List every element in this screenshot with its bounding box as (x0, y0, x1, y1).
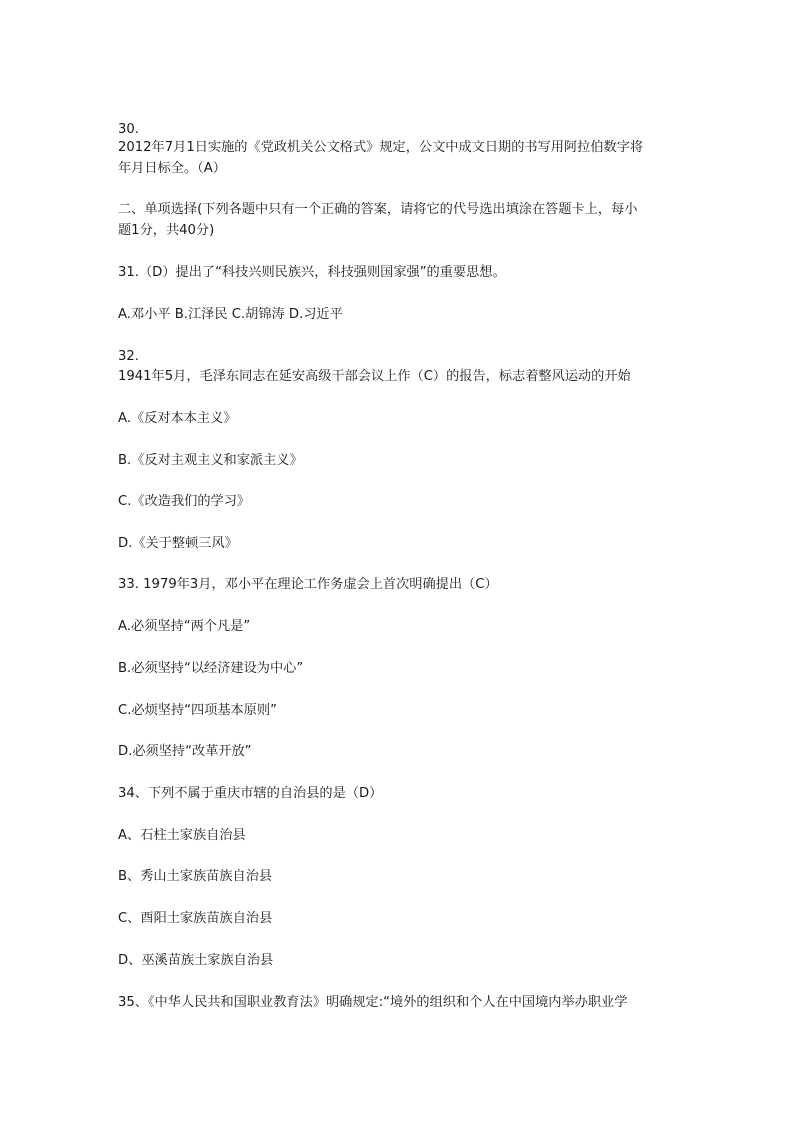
section-heading-line-1: 二、单项选择(下列各题中只有一个正确的答案，请将它的代号选出填涂在答题卡上，每小 (118, 202, 638, 217)
question-31-text: 31.（D）提出了“科技兴则民族兴，科技强则国家强”的重要思想。 (118, 265, 506, 280)
question-32-number: 32. (118, 349, 139, 364)
question-30-text-line-1: 2012年7月1日实施的《党政机关公文格式》规定，公文中成文日期的书写用阿拉伯数字将 (118, 140, 644, 155)
question-33-text: 33. 1979年3月，邓小平在理论工作务虚会上首次明确提出（C） (118, 577, 498, 592)
question-31-options: A.邓小平 B.江泽民 C.胡锦涛 D.习近平 (118, 307, 343, 322)
question-30-number: 30. (118, 122, 139, 137)
question-32-option-a: A.《反对本本主义》 (118, 411, 237, 426)
question-34-option-a: A、石柱土家族自治县 (118, 828, 246, 843)
question-33-option-c: C.必烦坚持“四项基本原则” (118, 703, 277, 718)
question-32-option-d: D.《关于整顿三风》 (118, 536, 238, 551)
question-34-option-b: B、秀山土家族苗族自治县 (118, 869, 273, 884)
question-32-option-b: B.《反对主观主义和家派主义》 (118, 453, 303, 468)
question-33-option-a: A.必须坚持“两个凡是” (118, 619, 251, 634)
question-32-option-c: C.《改造我们的学习》 (118, 494, 251, 509)
question-33-option-b: B.必须坚持“以经济建设为中心” (118, 661, 304, 676)
question-30-text-line-2: 年月日标全。（A） (118, 161, 226, 176)
section-heading-line-2: 题1分，共40分) (118, 223, 215, 238)
question-34-option-d: D、巫溪苗族土家族自治县 (118, 953, 274, 968)
question-34-text: 34、下列不属于重庆市辖的自治县的是（D） (118, 786, 383, 801)
question-32-text: 1941年5月，毛泽东同志在延安高级干部会议上作（C）的报告，标志着整风运动的开始 (118, 369, 631, 384)
question-34-option-c: C、酉阳土家族苗族自治县 (118, 911, 273, 926)
question-35-text: 35、《中华人民共和国职业教育法》明确规定:“境外的组织和个人在中国境内举办职业学 (118, 995, 628, 1010)
question-33-option-d: D.必须坚持“改革开放” (118, 744, 252, 759)
